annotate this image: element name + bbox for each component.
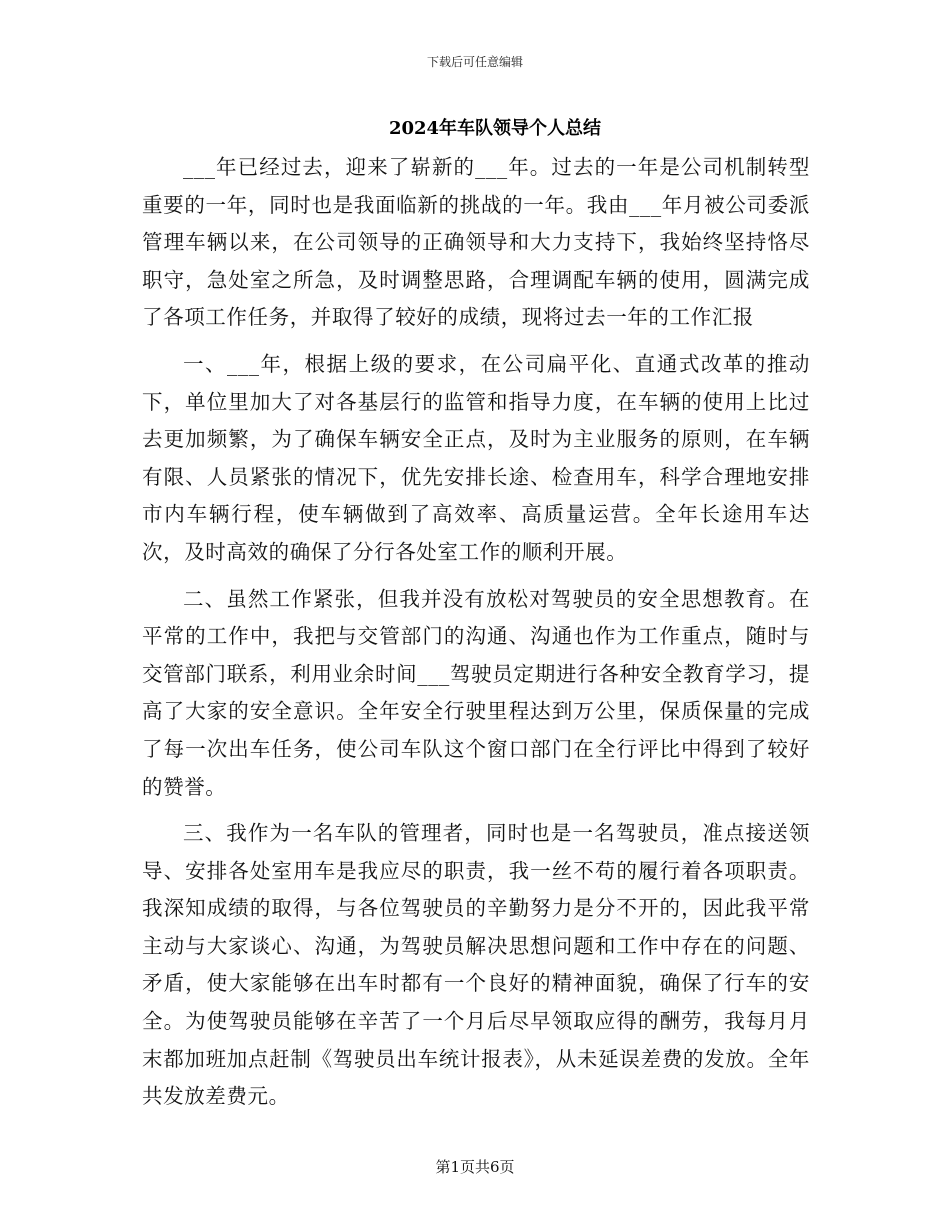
document-body (142, 149, 810, 1125)
paragraph-intro: ___年已经过去，迎来了崭新的___年。过去的一年是公司机制转型重要的一年，同时也是我面临新的挑战的一年。我由___年月被公司委派管理车辆以来，在公司领导的正确领导和大力支持下，我始终坚持恪尽职守，急处室之所急，及时调整思路，合理调配车辆的使用，圆满完成了各项工作任务，并取得了较好的成绩，现将过去一年的工作汇报 (142, 155, 810, 330)
paragraph-section-2: 二、虽然工作紧张，但我并没有放松对驾驶员的安全思想教育。在平常的工作中，我把与交管部门的沟通、沟通也作为工作重点，随时与交管部门联系，利用业余时间___驾驶员定期进行各种安全教育学习，提高了大家的安全意识。全年安全行驶里程达到万公里，保质保量的完成了每一次出车任务，使公司车队这个窗口部门在全行评比中得到了较好的赞誉。 (142, 586, 810, 799)
paragraph-section-3: 三、我作为一名车队的管理者，同时也是一名驾驶员，准点接送领导、安排各处室用车是我应尽的职责，我一丝不苟的履行着各项职责。我深知成绩的取得，与各位驾驶员的辛勤努力是分不开的，因此我平常主动与大家谈心、沟通，为驾驶员解决思想问题和工作中存在的问题、矛盾，使大家能够在出车时都有一个良好的精神面貌，确保了行车的安全。为使驾驶员能够在辛苦了一个月后尽早领取应得的酬劳，我每月月末都加班加点赶制《驾驶员出车统计报表》，从未延误差费的发放。全年共发放差费元。 (142, 821, 810, 1109)
page-number: 第1页共6页 (435, 1158, 515, 1176)
document-title: 2024年车队领导个人总结 (388, 118, 602, 139)
page-header-note: 下载后可任意编辑 (426, 55, 523, 69)
paragraph-section-1: 一、___年，根据上级的要求，在公司扁平化、直通式改革的推动下，单位里加大了对各基层行的监管和指导力度，在车辆的使用上比过去更加频繁，为了确保车辆安全正点，及时为主业服务的原则，在车辆有限、人员紧张的情况下，优先安排长途、检查用车，科学合理地安排市内车辆行程，使车辆做到了高效率、高质量运营。全年长途用车达次，及时高效的确保了分行各处室工作的顺利开展。 (142, 351, 810, 564)
